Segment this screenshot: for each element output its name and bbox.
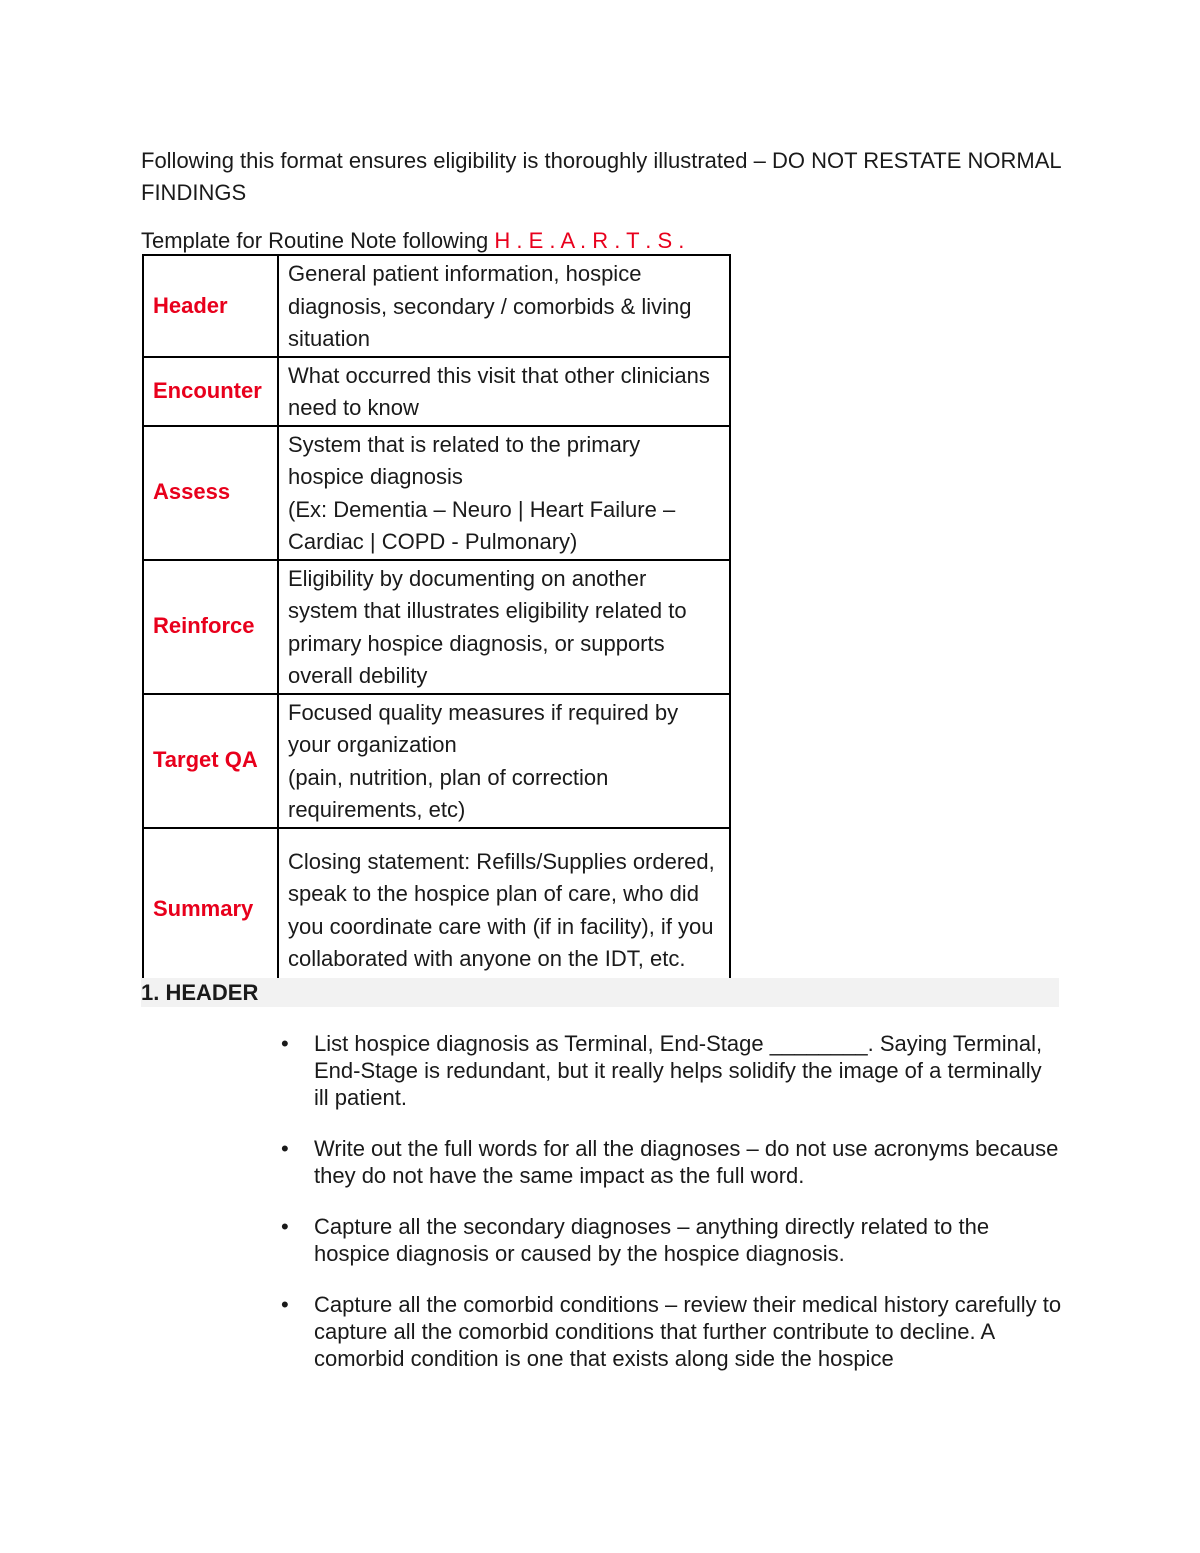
list-item-text: Write out the full words for all the diagnoses – do not use acronyms because they do not have the same impact as the full word. [314, 1136, 1059, 1188]
hearts-table [142, 254, 731, 993]
hearts-acronym: H . E . A . R . T . S . [494, 228, 685, 253]
row-desc-assess [278, 426, 730, 560]
row-label-target-qa: Target QA [143, 694, 278, 828]
table-row [143, 828, 730, 992]
bullet-icon: • [281, 1136, 289, 1161]
bullet-icon: • [281, 1214, 289, 1239]
row-desc-text: System that is related to the primary hospice diagnosis [288, 431, 641, 489]
list-item [281, 1213, 1062, 1267]
table-row [143, 255, 730, 357]
header-guidelines-list [281, 1030, 1062, 1396]
list-item [281, 1030, 1062, 1111]
row-label-header: Header [143, 255, 278, 357]
table-row [143, 560, 730, 694]
section-heading-header: 1. HEADER [141, 978, 1059, 1007]
row-label-encounter: Encounter [143, 357, 278, 426]
row-label-reinforce: Reinforce [143, 560, 278, 694]
list-item [281, 1291, 1062, 1372]
list-item-text: Capture all the secondary diagnoses – anything directly related to the hospice diagnosis or caused by the hospice diagnosis. [314, 1214, 990, 1266]
row-desc-target-qa [278, 694, 730, 828]
row-desc-text: Closing statement: Refills/Supplies ordered, speak to the hospice plan of care, who did you coordinate care with (if in facility), if you collaborated with anyone on the IDT, etc. [288, 848, 715, 971]
row-desc-example: (Ex: Dementia – Neuro | Heart Failure – Cardiac | COPD - Pulmonary) [288, 496, 676, 554]
list-item-text: Capture all the comorbid conditions – review their medical history carefully to capture all the comorbid conditions that further contribute to decline. A comorbid condition is one that exists along side the hospice [314, 1292, 1062, 1371]
table-row [143, 357, 730, 426]
row-desc-text: Focused quality measures if required by your organization [288, 699, 679, 757]
list-item [281, 1135, 1062, 1189]
row-label-summary: Summary [143, 828, 278, 992]
list-item-text: List hospice diagnosis as Terminal, End-Stage ________. Saying Terminal, End-Stage is redundant, but it really helps solidify the image of a terminally ill patient. [314, 1031, 1043, 1110]
template-heading-text: Template for Routine Note following [141, 228, 495, 253]
row-desc-reinforce [278, 560, 730, 694]
intro-paragraph: Following this format ensures eligibility is thoroughly illustrated – DO NOT RESTATE NORMAL FINDINGS [141, 148, 1061, 205]
row-desc-text: General patient information, hospice diagnosis, secondary / comorbids & living situation [288, 261, 692, 351]
row-desc-summary [278, 828, 730, 992]
bullet-icon: • [281, 1292, 289, 1317]
row-desc-header [278, 255, 730, 357]
row-desc-text: Eligibility by documenting on another system that illustrates eligibility related to primary hospice diagnosis, or supports overall debility [288, 565, 687, 688]
row-desc-example: (pain, nutrition, plan of correction requirements, etc) [288, 764, 609, 822]
table-row [143, 426, 730, 560]
row-desc-encounter [278, 357, 730, 426]
row-desc-text: What occurred this visit that other clinicians need to know [288, 362, 710, 420]
table-row [143, 694, 730, 828]
row-label-assess: Assess [143, 426, 278, 560]
bullet-icon: • [281, 1031, 289, 1056]
template-heading [141, 225, 684, 257]
